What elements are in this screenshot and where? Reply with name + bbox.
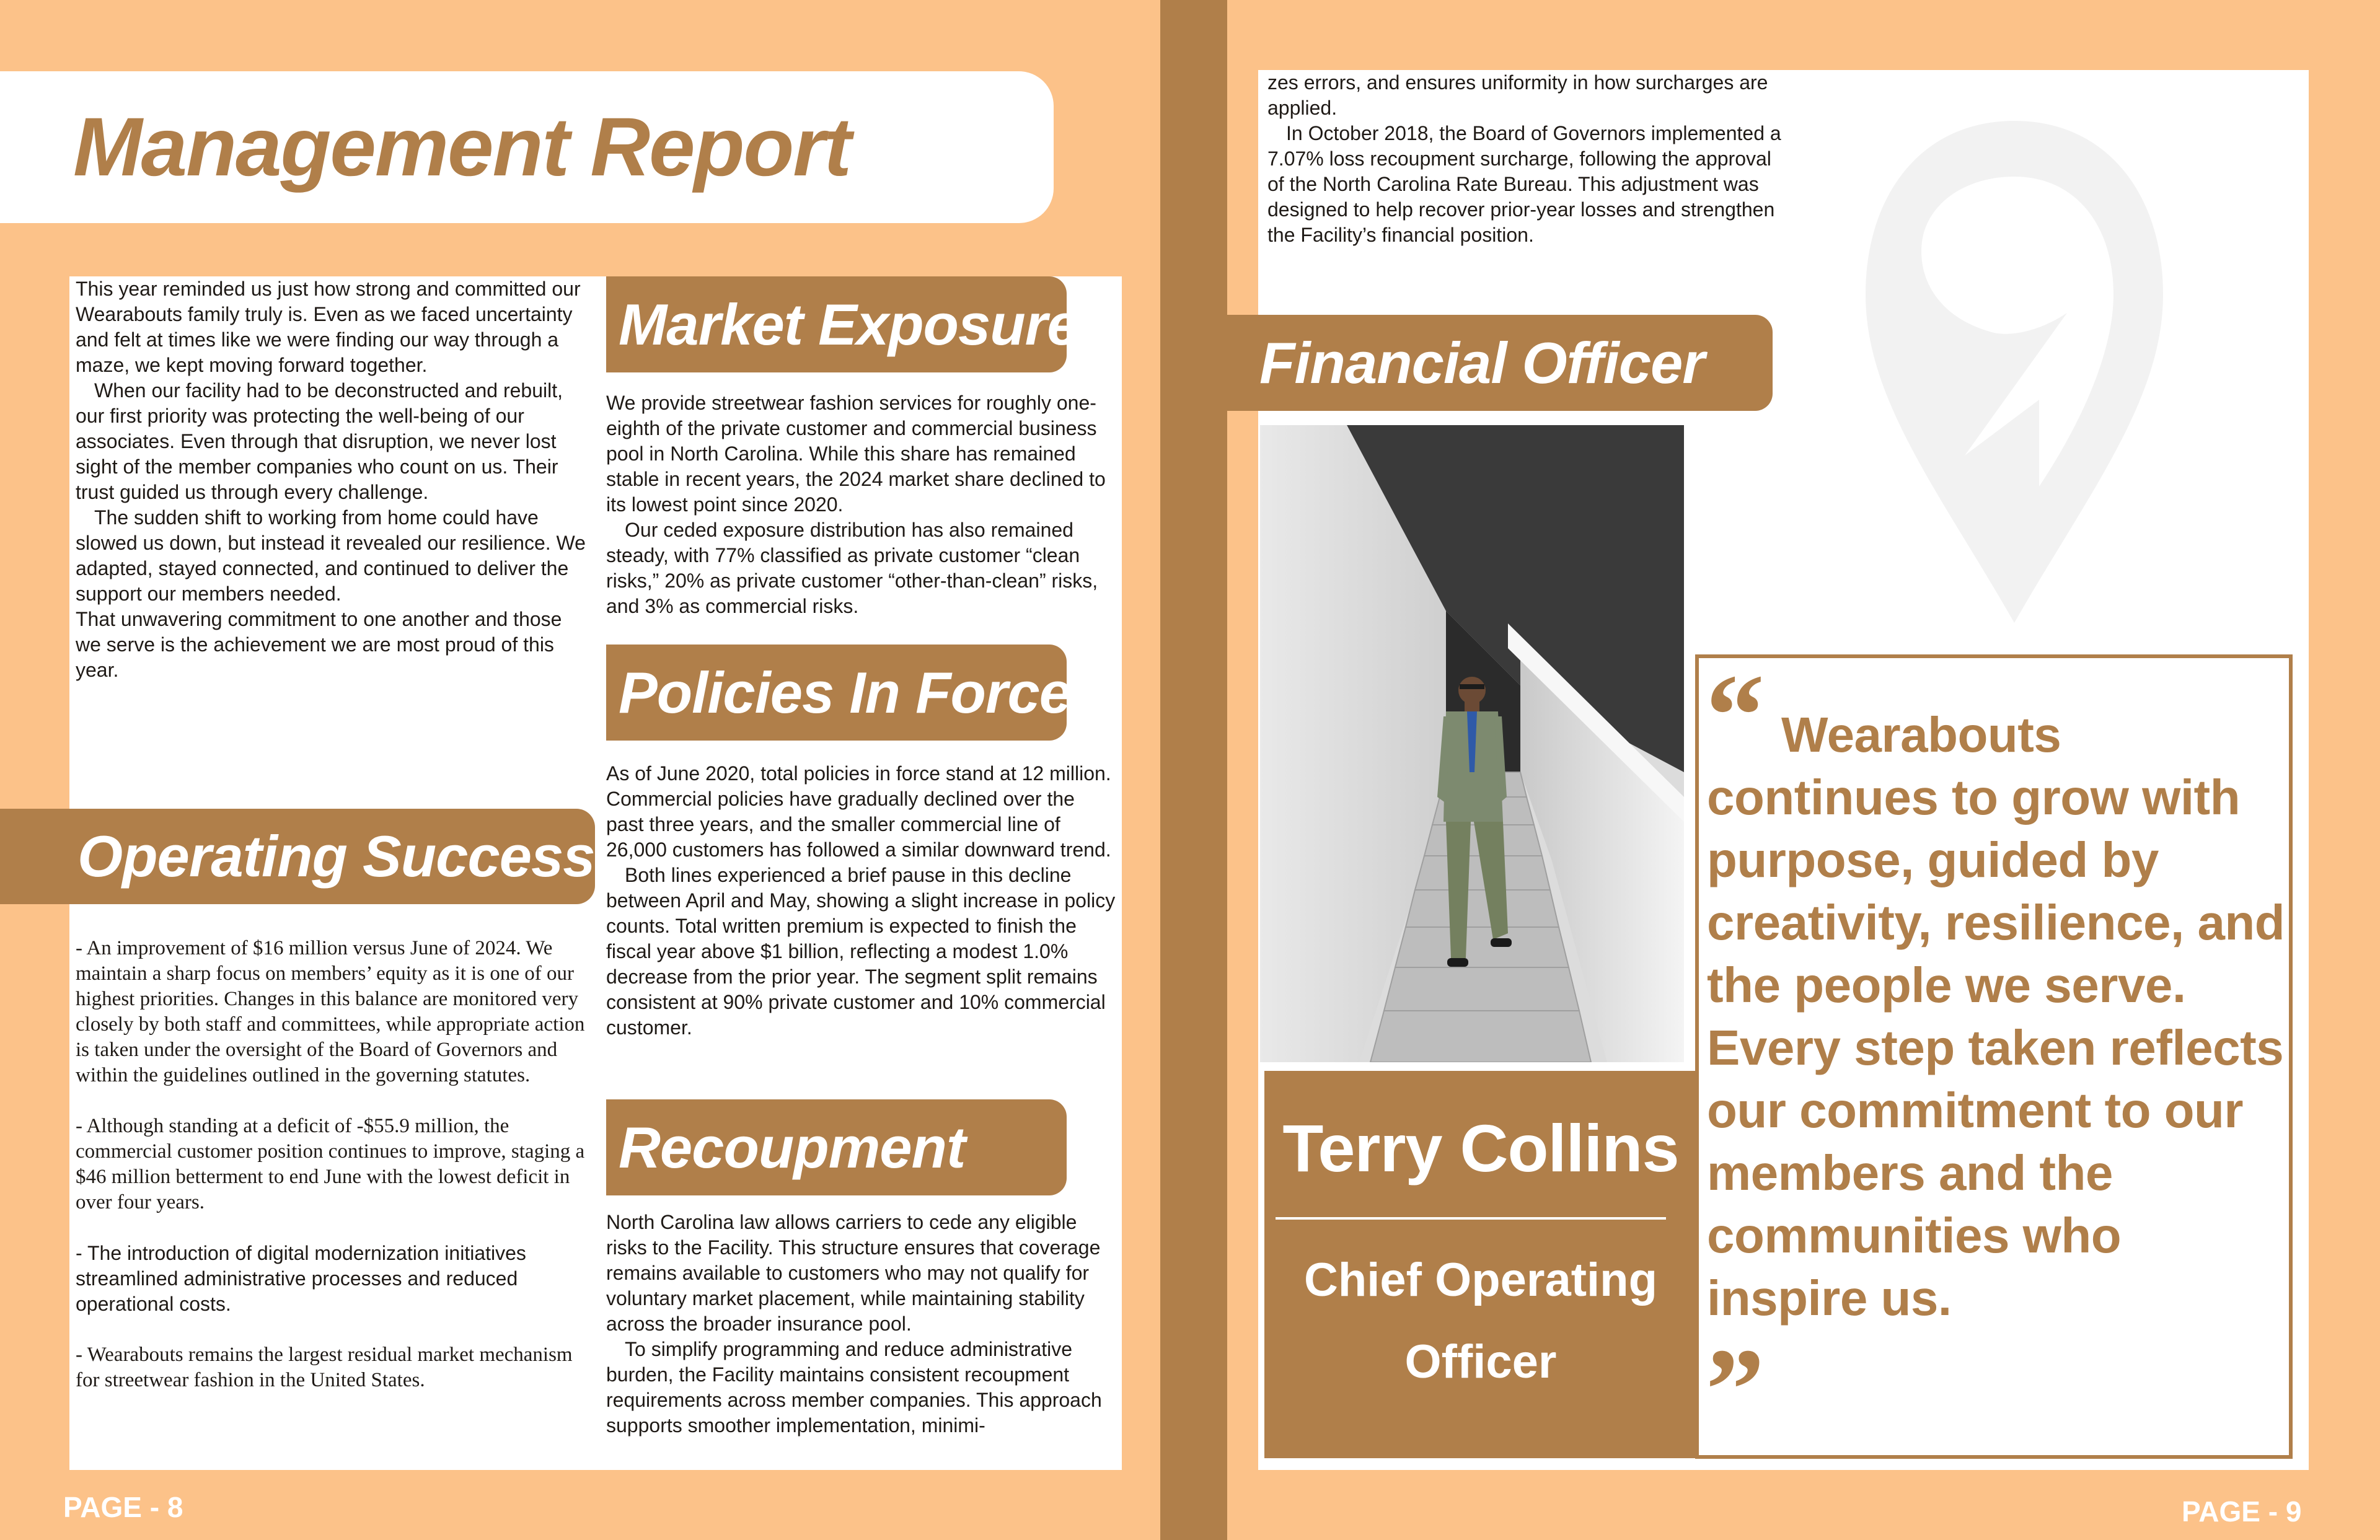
policies-in-force-heading: Policies In Force xyxy=(606,645,1067,741)
operating-bullet: - Although standing at a deficit of -$55.9 million, the commercial customer position continues to improve, staging a $46 million betterment to end June with the lowest deficit in over four years. xyxy=(76,1115,585,1213)
operating-bullet: - An improvement of $16 million versus June of 2024. We maintain a sharp focus on members’ equity as it is one of our highest priorities. Changes in this balance are monitored very closely by both staff and committees, while appropriate action is taken under the oversight of the Board of Governors and within the guidelines outlined in the governing statutes. xyxy=(76,937,585,1086)
quote-body: Wearabouts continues to grow with purpose, guided by creativity, resilience, and the people we serve. Every step taken reflects our commitment to our members and the communities who inspire us. xyxy=(1707,707,2285,1326)
recoupment-continued-text xyxy=(1267,70,1785,248)
operating-success-heading: Operating Success xyxy=(0,809,595,904)
officer-name: Terry Collins xyxy=(1282,1111,1679,1186)
page-title: Management Report xyxy=(73,101,851,193)
officer-role: Chief Operating Officer xyxy=(1303,1254,1658,1388)
policies-in-force-text xyxy=(606,761,1117,1041)
intro-paragraph: The sudden shift to working from home could have slowed us down, but instead it revealed our resilience. We adapted, stayed connected, and continued to deliver the support our members needed. xyxy=(76,506,586,605)
quote-text xyxy=(1707,703,2290,1329)
recoupment-text xyxy=(606,1210,1117,1438)
name-divider xyxy=(1276,1217,1666,1220)
market-exposure-heading: Market Exposure xyxy=(606,276,1067,372)
close-quote-icon: ” xyxy=(1706,1325,1765,1455)
page-number-right: PAGE - 9 xyxy=(2182,1495,2302,1528)
location-pin-watermark-icon xyxy=(1853,108,2175,635)
open-quote-icon: “ xyxy=(1706,651,1765,781)
policies-paragraph: Both lines experienced a brief pause in this decline between April and May, showing a slight increase in policy counts. Total written premium is expected to finish the fiscal year above $1 billion, reflecting a modest 1.0% decrease from the prior year. The segment split remains consistent at 90% private customer and 10% commercial customer. xyxy=(606,864,1116,1039)
officer-photo xyxy=(1260,425,1684,1062)
recoupment-continued-paragraph: In October 2018, the Board of Governors implemented a 7.07% loss recoupment surcharge, following the approval of the North Carolina Rate Bureau. This adjustment was designed to help recover prior-year losses and strengthen the Facility’s financial position. xyxy=(1267,122,1781,246)
intro-paragraph: That unwavering commitment to one another and those we serve is the achievement we are most proud of this year. xyxy=(76,608,562,681)
operating-bullet: - Wearabouts remains the largest residual market mechanism for streetwear fashion in the United States. xyxy=(76,1344,573,1391)
market-paragraph: Our ceded exposure distribution has also remained steady, with 77% classified as private customer “clean risks,” 20% as private customer “other-than-clean” risks, and 3% as commercial risks. xyxy=(606,519,1098,617)
recoupment-paragraph: North Carolina law allows carriers to cede any eligible risks to the Facility. This structure ensures that coverage remains available to customers who may not qualify for voluntary market placement, while maintaining stability across the broader insurance pool. xyxy=(606,1211,1101,1335)
intro-text xyxy=(76,276,589,683)
policies-paragraph: As of June 2020, total policies in force stand at 12 million. Commercial policies have gradually declined over the past three years, and the smaller commercial line of 26,000 customers has followed a similar downward trend. xyxy=(606,762,1111,861)
market-paragraph: We provide streetwear fashion services for roughly one-eighth of the private customer and commercial business pool in North Carolina. While this share has remained stable in recent years, the 2024 market share declined to its lowest point since 2020. xyxy=(606,392,1106,516)
financial-officer-heading: Financial Officer xyxy=(1227,315,1773,411)
intro-paragraph: When our facility had to be deconstructed and rebuilt, our first priority was protecting the well-being of our associates. Even through that disruption, we never lost sight of the member companies who count on us. Their trust guided us through every challenge. xyxy=(76,379,563,503)
intro-paragraph: This year reminded us just how strong and committed our Wearabouts family truly is. Even as we faced uncertainty and felt at times like we were finding our way through a maze, we kept moving forward together. xyxy=(76,278,581,376)
operating-success-list xyxy=(76,915,589,1393)
recoupment-paragraph: To simplify programming and reduce administrative burden, the Facility maintains consistent recoupment requirements across member companies. This approach supports smoother implementation, minimi- xyxy=(606,1338,1102,1437)
recoupment-heading: Recoupment xyxy=(606,1099,1067,1195)
page-number-left: PAGE - 8 xyxy=(63,1491,183,1523)
recoupment-continued-paragraph: zes errors, and ensures uniformity in how surcharges are applied. xyxy=(1267,71,1768,119)
market-exposure-text xyxy=(606,390,1117,619)
book-spine xyxy=(1160,0,1227,1540)
operating-bullet: - The introduction of digital modernization initiatives streamlined administrative processes and reduced operational costs. xyxy=(76,1242,526,1315)
